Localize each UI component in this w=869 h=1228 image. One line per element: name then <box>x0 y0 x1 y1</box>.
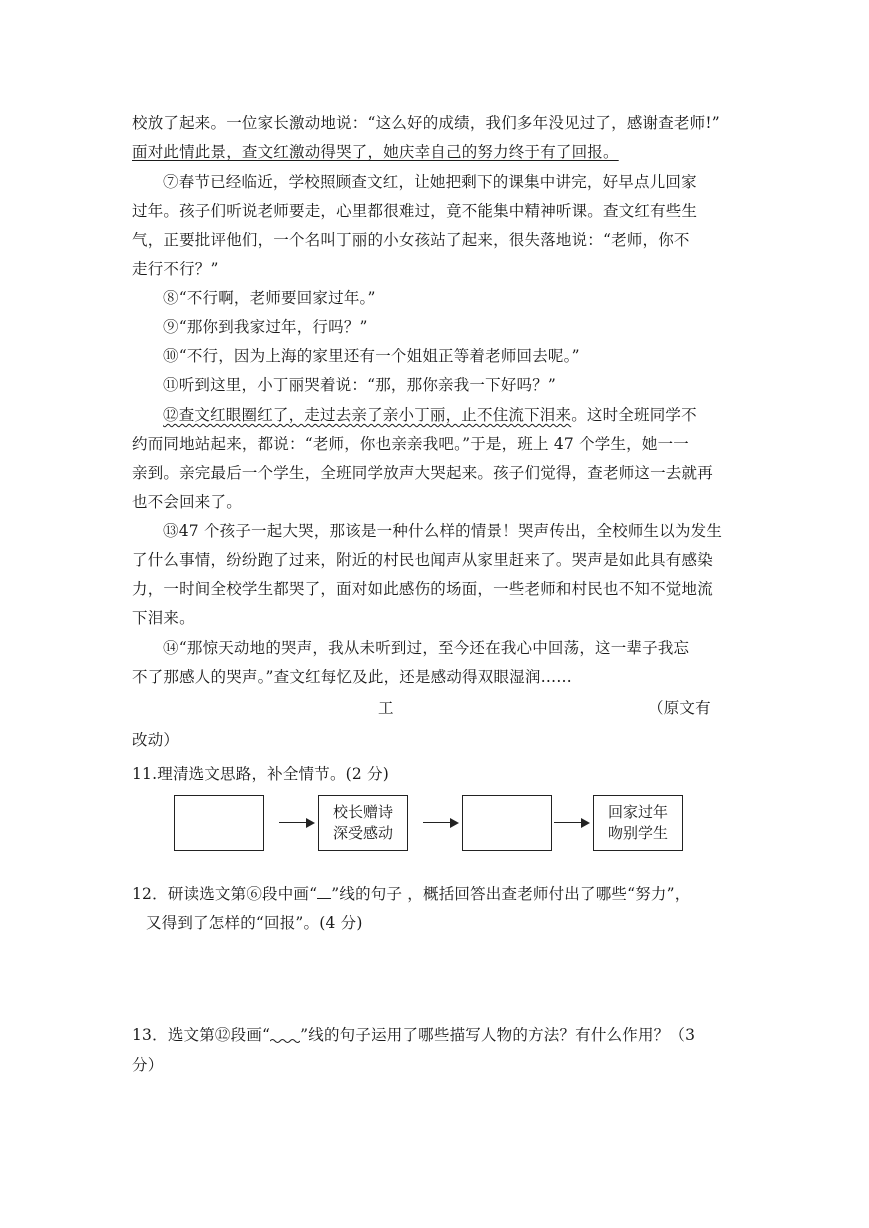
source-note-cont: 改动） <box>132 731 180 749</box>
straight-underline-sample <box>317 884 331 899</box>
wavy-underline-sample <box>270 1028 300 1040</box>
paragraph-13: ⑬47 个孩子一起大哭，那该是一种什么样的情景！哭声传出，全校师生以为发生 <box>163 522 723 540</box>
passage-line: 约而同地站起来，都说：“老师，你也亲亲我吧。”于是，班上 47 个学生，她一一 <box>132 435 689 453</box>
paragraph-9: ⑨“那你到我家过年，行吗？” <box>163 318 368 336</box>
arrow-right-icon <box>279 822 313 823</box>
paragraph-12 <box>163 405 737 425</box>
passage-line: 也不会回来了。 <box>132 493 242 511</box>
passage-line: 亲到。亲完最后一个学生，全班同学放声大哭起来。孩子们觉得，查老师这一去就再 <box>132 464 713 482</box>
paragraph-8: ⑧“不行啊，老师要回家过年。” <box>163 289 376 307</box>
passage-line: 力，一时间全校学生都哭了，面对如此感伤的场面，一些老师和村民也不知不觉地流 <box>132 580 713 598</box>
question-12-cont: 又得到了怎样的“回报”。(4 分) <box>146 914 363 932</box>
paragraph-10: ⑩“不行，因为上海的家里还有一个姐姐正等着老师回去呢。” <box>163 347 580 365</box>
source-char: 工 <box>378 699 394 717</box>
source-note: （原文有 <box>648 699 711 717</box>
paragraph-11: ⑪听到这里，小丁丽哭着说：“那，那你亲我一下好吗？” <box>163 376 557 394</box>
wavy-underlined-sentence-p12: ⑫查文红眼圈红了，走过去亲了亲小丁丽，止不住流下泪来 <box>163 406 572 424</box>
question-13-cont: 分） <box>132 1056 164 1074</box>
flow-box-3-blank[interactable] <box>462 795 552 851</box>
arrow-right-icon <box>423 822 457 823</box>
passage-line: 下泪来。 <box>132 609 195 627</box>
question-13: 13．选文第⑫段画“ ”线的句子运用了哪些描写人物的方法？有什么作用？（3 <box>132 1026 696 1044</box>
passage-line: 气，正要批评他们，一个名叫丁丽的小女孩站了起来，很失落地说：“老师，你不 <box>132 231 690 249</box>
passage-line: 过年。孩子们听说老师要走，心里都很难过，竟不能集中精神听课。查文红有些生 <box>132 202 698 220</box>
passage-line: 校放了起来。一位家长激动地说：“这么好的成绩，我们多年没见过了，感谢查老师!” <box>132 114 720 132</box>
flow-box-1-blank[interactable] <box>174 795 264 851</box>
question-12: 12．研读选文第⑥段中画“ ”线的句子 ，概括回答出查老师付出了哪些“努力”， <box>132 885 691 903</box>
underlined-sentence-p6: 面对此情此景，查文红激动得哭了，她庆幸自己的努力终于有了回报。 <box>132 143 619 161</box>
passage-text: 。这时全班同学不 <box>571 406 697 424</box>
arrow-right-icon <box>554 822 588 823</box>
paragraph-14: ⑭“那惊天动地的哭声，我从未听到过，至今还在我心中回荡，这一辈子我忘 <box>163 639 690 657</box>
flow-box-2: 校长赠诗 深受感动 <box>318 795 408 851</box>
flow-box-4: 回家过年 吻别学生 <box>593 795 683 851</box>
paragraph-7: ⑦春节已经临近，学校照顾查文红，让她把剩下的课集中讲完，好早点儿回家 <box>163 173 697 191</box>
passage-line: 走行不行？” <box>132 260 219 278</box>
passage-line: 了什么事情，纷纷跑了过来，附近的村民也闻声从家里赶来了。哭声是如此具有感染 <box>132 551 713 569</box>
question-11: 11.理清选文思路，补全情节。(2 分) <box>132 765 390 783</box>
passage-line: 不了那感人的哭声。”查文红每忆及此，还是感动得双眼湿润…… <box>132 668 572 686</box>
